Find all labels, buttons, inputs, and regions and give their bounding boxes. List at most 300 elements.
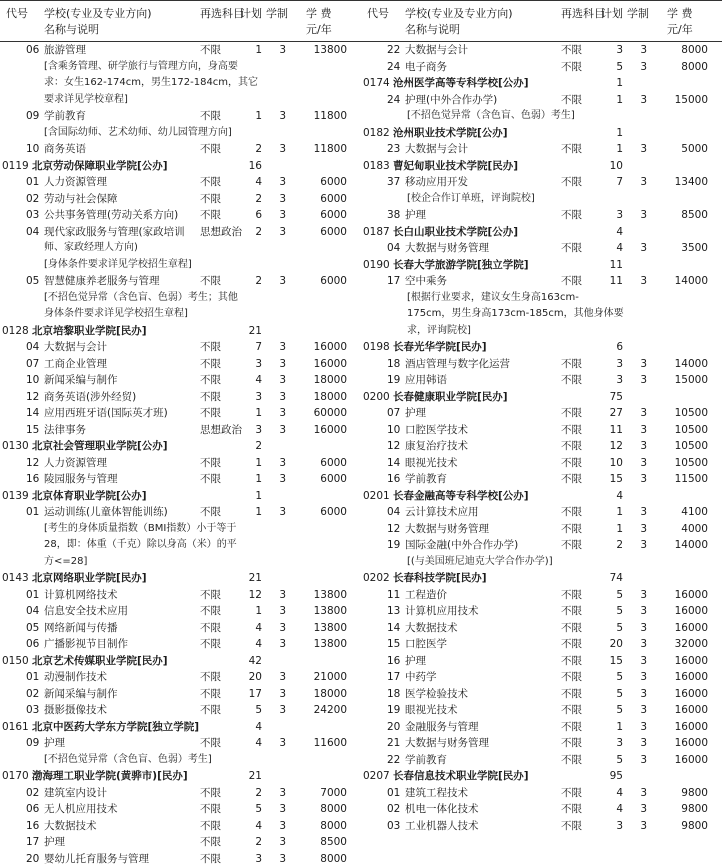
major-row [361,603,722,620]
major-row [361,752,722,769]
cell-name: 沧州职业技术学院[公办] [393,125,508,142]
cell-plan: 5 [601,587,623,604]
cell-len: 3 [629,818,647,835]
cell-name: 要求详见学校章程] [44,92,128,109]
cell-len: 3 [268,108,286,125]
cell-sel: 不限 [561,141,582,158]
cell-plan: 4 [240,372,262,389]
cell-fee: 13800 [292,42,347,59]
cell-plan: 2 [240,785,262,802]
cell-name: [校企合作订单班，评询院校] [407,191,535,208]
cell-plan: 12 [240,587,262,604]
note-row [0,290,361,307]
cell-fee: 13800 [292,603,347,620]
major-row [0,620,361,637]
cell-len: 3 [268,851,286,867]
cell-sel: 不限 [200,273,221,290]
cell-sel: 不限 [200,686,221,703]
major-row [361,686,722,703]
cell-name: 北京培黎职业学院[民办] [32,323,147,340]
cell-fee: 21000 [292,669,347,686]
major-row [0,587,361,604]
school-row [0,768,361,785]
cell-sel: 不限 [561,636,582,653]
school-row [0,719,361,736]
cell-len: 3 [629,702,647,719]
cell-code: 17 [387,669,400,686]
cell-name: 师、家政经理人方向) [44,240,138,257]
major-row [0,356,361,373]
major-row [0,735,361,752]
school-row [361,339,722,356]
cell-plan: 1 [601,521,623,538]
cell-plan: 5 [601,620,623,637]
cell-sel: 不限 [200,669,221,686]
cell-sel: 不限 [561,174,582,191]
cell-sel: 不限 [200,818,221,835]
cell-plan: 5 [601,669,623,686]
header-name-sub: 名称与说明 [44,21,99,37]
table-header [0,0,361,42]
header-fee: 学 费 [306,5,332,21]
major-row [0,603,361,620]
cell-code: 03 [26,702,39,719]
cell-len: 3 [268,191,286,208]
cell-name: 渤海理工职业学院(黄骅市)[民办] [32,768,188,785]
cell-name: 长白山职业技术学院[公办] [393,224,518,241]
cell-code: 0207 [363,768,387,785]
cell-fee: 16000 [653,653,708,670]
cell-plan: 1 [240,488,262,505]
cell-len: 3 [629,752,647,769]
cell-code: 0187 [363,224,387,241]
cell-len: 3 [268,669,286,686]
cell-code: 12 [387,521,400,538]
cell-len: 3 [268,587,286,604]
cell-code: 01 [26,174,39,191]
school-row [0,438,361,455]
cell-len: 3 [268,834,286,851]
major-row [0,801,361,818]
cell-plan: 3 [601,735,623,752]
cell-code: 02 [26,785,39,802]
cell-len: 3 [629,686,647,703]
major-row [0,686,361,703]
cell-sel: 不限 [200,587,221,604]
cell-name: 机电一体化技术 [405,801,479,818]
cell-plan: 4 [601,224,623,241]
major-row [361,405,722,422]
cell-plan: 1 [601,125,623,142]
cell-code: 0170 [2,768,26,785]
cell-plan: 2 [240,273,262,290]
cell-plan: 20 [240,669,262,686]
cell-name: 信息安全技术应用 [44,603,128,620]
cell-name: 大数据技术 [405,620,458,637]
cell-sel: 不限 [561,669,582,686]
cell-name: [含国际幼师、艺术幼师、幼儿园管理方向] [44,125,232,142]
major-row [0,851,361,867]
header-code: 代号 [6,5,28,21]
school-row [0,570,361,587]
cell-plan: 4 [240,636,262,653]
cell-fee: 9800 [653,818,708,835]
note-row [361,191,722,208]
cell-plan: 5 [240,702,262,719]
cell-fee: 10500 [653,405,708,422]
cell-plan: 11 [601,273,623,290]
cell-sel: 不限 [200,356,221,373]
cell-plan: 3 [240,389,262,406]
cell-name: 28，即：体重（千克）除以身高（米）的平 [44,537,237,554]
major-row [0,834,361,851]
cell-len: 3 [268,339,286,356]
header-length: 学制 [627,5,649,21]
cell-sel: 不限 [200,620,221,637]
cell-sel: 不限 [200,785,221,802]
cell-code: 09 [26,108,39,125]
major-row [361,273,722,290]
cell-sel: 不限 [200,42,221,59]
cell-fee: 16000 [292,339,347,356]
cell-code: 04 [26,339,39,356]
major-row [361,735,722,752]
cell-code: 12 [26,389,39,406]
cell-len: 3 [268,405,286,422]
cell-sel: 不限 [200,191,221,208]
major-row [361,620,722,637]
cell-code: 11 [387,587,400,604]
cell-code: 22 [387,42,400,59]
cell-sel: 不限 [561,785,582,802]
major-row [0,108,361,125]
cell-plan: 1 [240,603,262,620]
cell-plan: 4 [240,174,262,191]
cell-plan: 21 [240,768,262,785]
cell-name: 国际金融(中外合作办学) [405,537,518,554]
cell-code: 23 [387,141,400,158]
cell-name: 曹妃甸职业技术学院[民办] [393,158,518,175]
cell-plan: 3 [601,207,623,224]
cell-name: 学前教育 [405,752,447,769]
header-name: 学校(专业及专业方向) [405,5,513,21]
cell-sel: 不限 [200,372,221,389]
cell-len: 3 [629,669,647,686]
cell-code: 02 [26,191,39,208]
cell-code: 20 [26,851,39,867]
school-row [0,323,361,340]
cell-code: 12 [26,455,39,472]
cell-len: 3 [629,273,647,290]
cell-code: 14 [26,405,39,422]
major-row [0,785,361,802]
cell-name: 眼视光技术 [405,455,458,472]
major-row [361,653,722,670]
cell-name: 空中乘务 [405,273,447,290]
cell-name: [不招色觉异常（含色盲、色弱）考生；其他 [44,290,238,307]
cell-len: 3 [629,455,647,472]
cell-len: 3 [629,92,647,109]
cell-code: 04 [387,240,400,257]
cell-name: [考生的身体质量指数（BMI指数）小于等于 [44,521,236,538]
cell-plan: 2 [240,141,262,158]
cell-fee: 13800 [292,620,347,637]
cell-name: [不招色觉异常（含色盲、色弱）考生] [44,752,212,769]
cell-name: 眼视光技术 [405,702,458,719]
cell-plan: 95 [601,768,623,785]
cell-code: 06 [26,42,39,59]
major-row [361,59,722,76]
cell-plan: 2 [240,224,262,241]
cell-fee: 60000 [292,405,347,422]
table-header [361,0,722,42]
cell-code: 06 [26,801,39,818]
cell-name: 口腔医学技术 [405,422,468,439]
cell-len: 3 [629,735,647,752]
cell-len: 3 [268,471,286,488]
cell-name: 长春健康职业学院[民办] [393,389,508,406]
cell-len: 3 [268,818,286,835]
cell-sel: 不限 [561,537,582,554]
cell-plan: 20 [601,636,623,653]
cell-plan: 1 [240,108,262,125]
cell-name: [身体条件要求详见学校招生章程] [44,257,192,274]
cell-name: 陵园服务与管理 [44,471,118,488]
cell-name: 劳动与社会保障 [44,191,118,208]
right-column [361,0,722,834]
cell-sel: 不限 [561,438,582,455]
cell-len: 3 [629,504,647,521]
cell-code: 0200 [363,389,387,406]
cell-sel: 不限 [200,636,221,653]
cell-code: 04 [26,224,39,241]
cell-name: 求，评询院校] [407,323,471,340]
cell-name: 公共事务管理(劳动关系方向) [44,207,178,224]
cell-name: 口腔医学 [405,636,447,653]
cell-plan: 10 [601,158,623,175]
major-row [0,273,361,290]
cell-len: 3 [629,207,647,224]
cell-name: 长春光华学院[民办] [393,339,487,356]
cell-fee: 6000 [292,191,347,208]
header-plan: 计划 [601,5,623,21]
cell-fee: 16000 [653,686,708,703]
cell-fee: 8000 [292,851,347,867]
cell-name: 身体条件要求详见学校招生章程] [44,306,188,323]
cell-code: 10 [26,372,39,389]
major-row [361,240,722,257]
cell-name: 康复治疗技术 [405,438,468,455]
cell-plan: 15 [601,653,623,670]
cell-name: 大数据与财务管理 [405,521,489,538]
header-fee: 学 费 [667,5,693,21]
cell-len: 3 [268,504,286,521]
cell-name: 大数据与会计 [405,42,468,59]
cell-fee: 8000 [292,818,347,835]
cell-code: 16 [26,471,39,488]
cell-code: 12 [387,438,400,455]
cell-len: 3 [629,356,647,373]
cell-fee: 14000 [653,356,708,373]
cell-code: 16 [387,471,400,488]
major-row [361,92,722,109]
major-row [0,422,361,439]
cell-sel: 不限 [200,389,221,406]
cell-sel: 不限 [561,471,582,488]
cell-plan: 1 [240,405,262,422]
cell-fee: 10500 [653,422,708,439]
cell-code: 14 [387,620,400,637]
cell-plan: 6 [601,339,623,356]
cell-code: 15 [26,422,39,439]
major-row [361,669,722,686]
cell-code: 0139 [2,488,26,505]
cell-len: 3 [268,372,286,389]
cell-sel: 不限 [200,339,221,356]
cell-fee: 10500 [653,455,708,472]
cell-code: 02 [26,686,39,703]
cell-sel: 不限 [561,735,582,752]
school-row [361,257,722,274]
cell-fee: 15000 [653,372,708,389]
cell-fee: 13800 [292,636,347,653]
major-row [0,818,361,835]
cell-code: 07 [387,405,400,422]
cell-len: 3 [629,405,647,422]
cell-code: 17 [26,834,39,851]
cell-sel: 不限 [561,207,582,224]
cell-name: 现代家政服务与管理(家政培训 [44,224,185,241]
cell-plan: 4 [601,488,623,505]
cell-len: 3 [268,141,286,158]
cell-len: 3 [629,537,647,554]
major-row [361,356,722,373]
cell-fee: 6000 [292,504,347,521]
cell-plan: 3 [601,42,623,59]
cell-fee: 8000 [653,42,708,59]
cell-fee: 24200 [292,702,347,719]
cell-code: 0119 [2,158,26,175]
cell-plan: 1 [240,504,262,521]
cell-name: 新闻采编与制作 [44,372,118,389]
cell-plan: 74 [601,570,623,587]
major-row [361,372,722,389]
note-row [0,306,361,323]
cell-name: 北京网络职业学院[民办] [32,570,147,587]
note-row [361,108,722,125]
major-row [361,702,722,719]
cell-fee: 6000 [292,455,347,472]
header-length: 学制 [266,5,288,21]
major-row [361,587,722,604]
major-row [361,141,722,158]
cell-code: 06 [26,636,39,653]
cell-len: 3 [268,389,286,406]
cell-len: 3 [629,372,647,389]
cell-sel: 不限 [200,207,221,224]
school-row [0,158,361,175]
cell-code: 01 [387,785,400,802]
major-row [361,801,722,818]
major-row [361,818,722,835]
cell-name: 方<=28] [44,554,87,571]
cell-code: 05 [26,273,39,290]
cell-plan: 4 [240,719,262,736]
cell-name: 大数据与财务管理 [405,240,489,257]
cell-plan: 4 [240,818,262,835]
cell-code: 02 [387,801,400,818]
cell-code: 18 [387,686,400,703]
cell-code: 0183 [363,158,387,175]
cell-sel: 思想政治 [200,224,242,241]
cell-fee: 11800 [292,108,347,125]
cell-plan: 4 [601,240,623,257]
cell-code: 21 [387,735,400,752]
note-row [0,240,361,257]
cell-len: 3 [268,273,286,290]
school-row [361,158,722,175]
cell-name: 智慧健康养老服务与管理 [44,273,160,290]
major-row [361,785,722,802]
header-select: 再选科目 [200,5,244,21]
major-row [361,455,722,472]
cell-name: 商务英语 [44,141,86,158]
cell-fee: 14000 [653,537,708,554]
cell-name: 网络新闻与传播 [44,620,118,637]
cell-code: 0182 [363,125,387,142]
cell-name: 大数据与会计 [405,141,468,158]
cell-plan: 5 [601,686,623,703]
cell-code: 22 [387,752,400,769]
cell-len: 3 [268,801,286,818]
cell-plan: 4 [240,735,262,752]
cell-sel: 不限 [200,801,221,818]
cell-code: 20 [387,719,400,736]
cell-plan: 21 [240,570,262,587]
major-row [0,669,361,686]
school-row [361,488,722,505]
cell-name: 175cm，男生身高173cm-185cm，其他身体要 [407,306,624,323]
cell-name: 工业机器人技术 [405,818,479,835]
cell-sel: 不限 [200,735,221,752]
cell-sel: 思想政治 [200,422,242,439]
cell-len: 3 [268,636,286,653]
cell-plan: 7 [240,339,262,356]
cell-sel: 不限 [561,356,582,373]
cell-sel: 不限 [561,504,582,521]
major-row [0,389,361,406]
cell-sel: 不限 [200,702,221,719]
major-row [0,174,361,191]
cell-code: 19 [387,372,400,389]
cell-plan: 75 [601,389,623,406]
cell-fee: 6000 [292,207,347,224]
cell-fee: 4000 [653,521,708,538]
cell-code: 03 [26,207,39,224]
cell-fee: 14000 [653,273,708,290]
cell-len: 3 [629,636,647,653]
major-row [0,405,361,422]
cell-plan: 1 [601,141,623,158]
note-row [0,537,361,554]
major-row [361,207,722,224]
major-row [0,372,361,389]
note-row [361,306,722,323]
cell-code: 0161 [2,719,26,736]
cell-len: 3 [268,224,286,241]
cell-plan: 2 [240,191,262,208]
cell-sel: 不限 [200,603,221,620]
